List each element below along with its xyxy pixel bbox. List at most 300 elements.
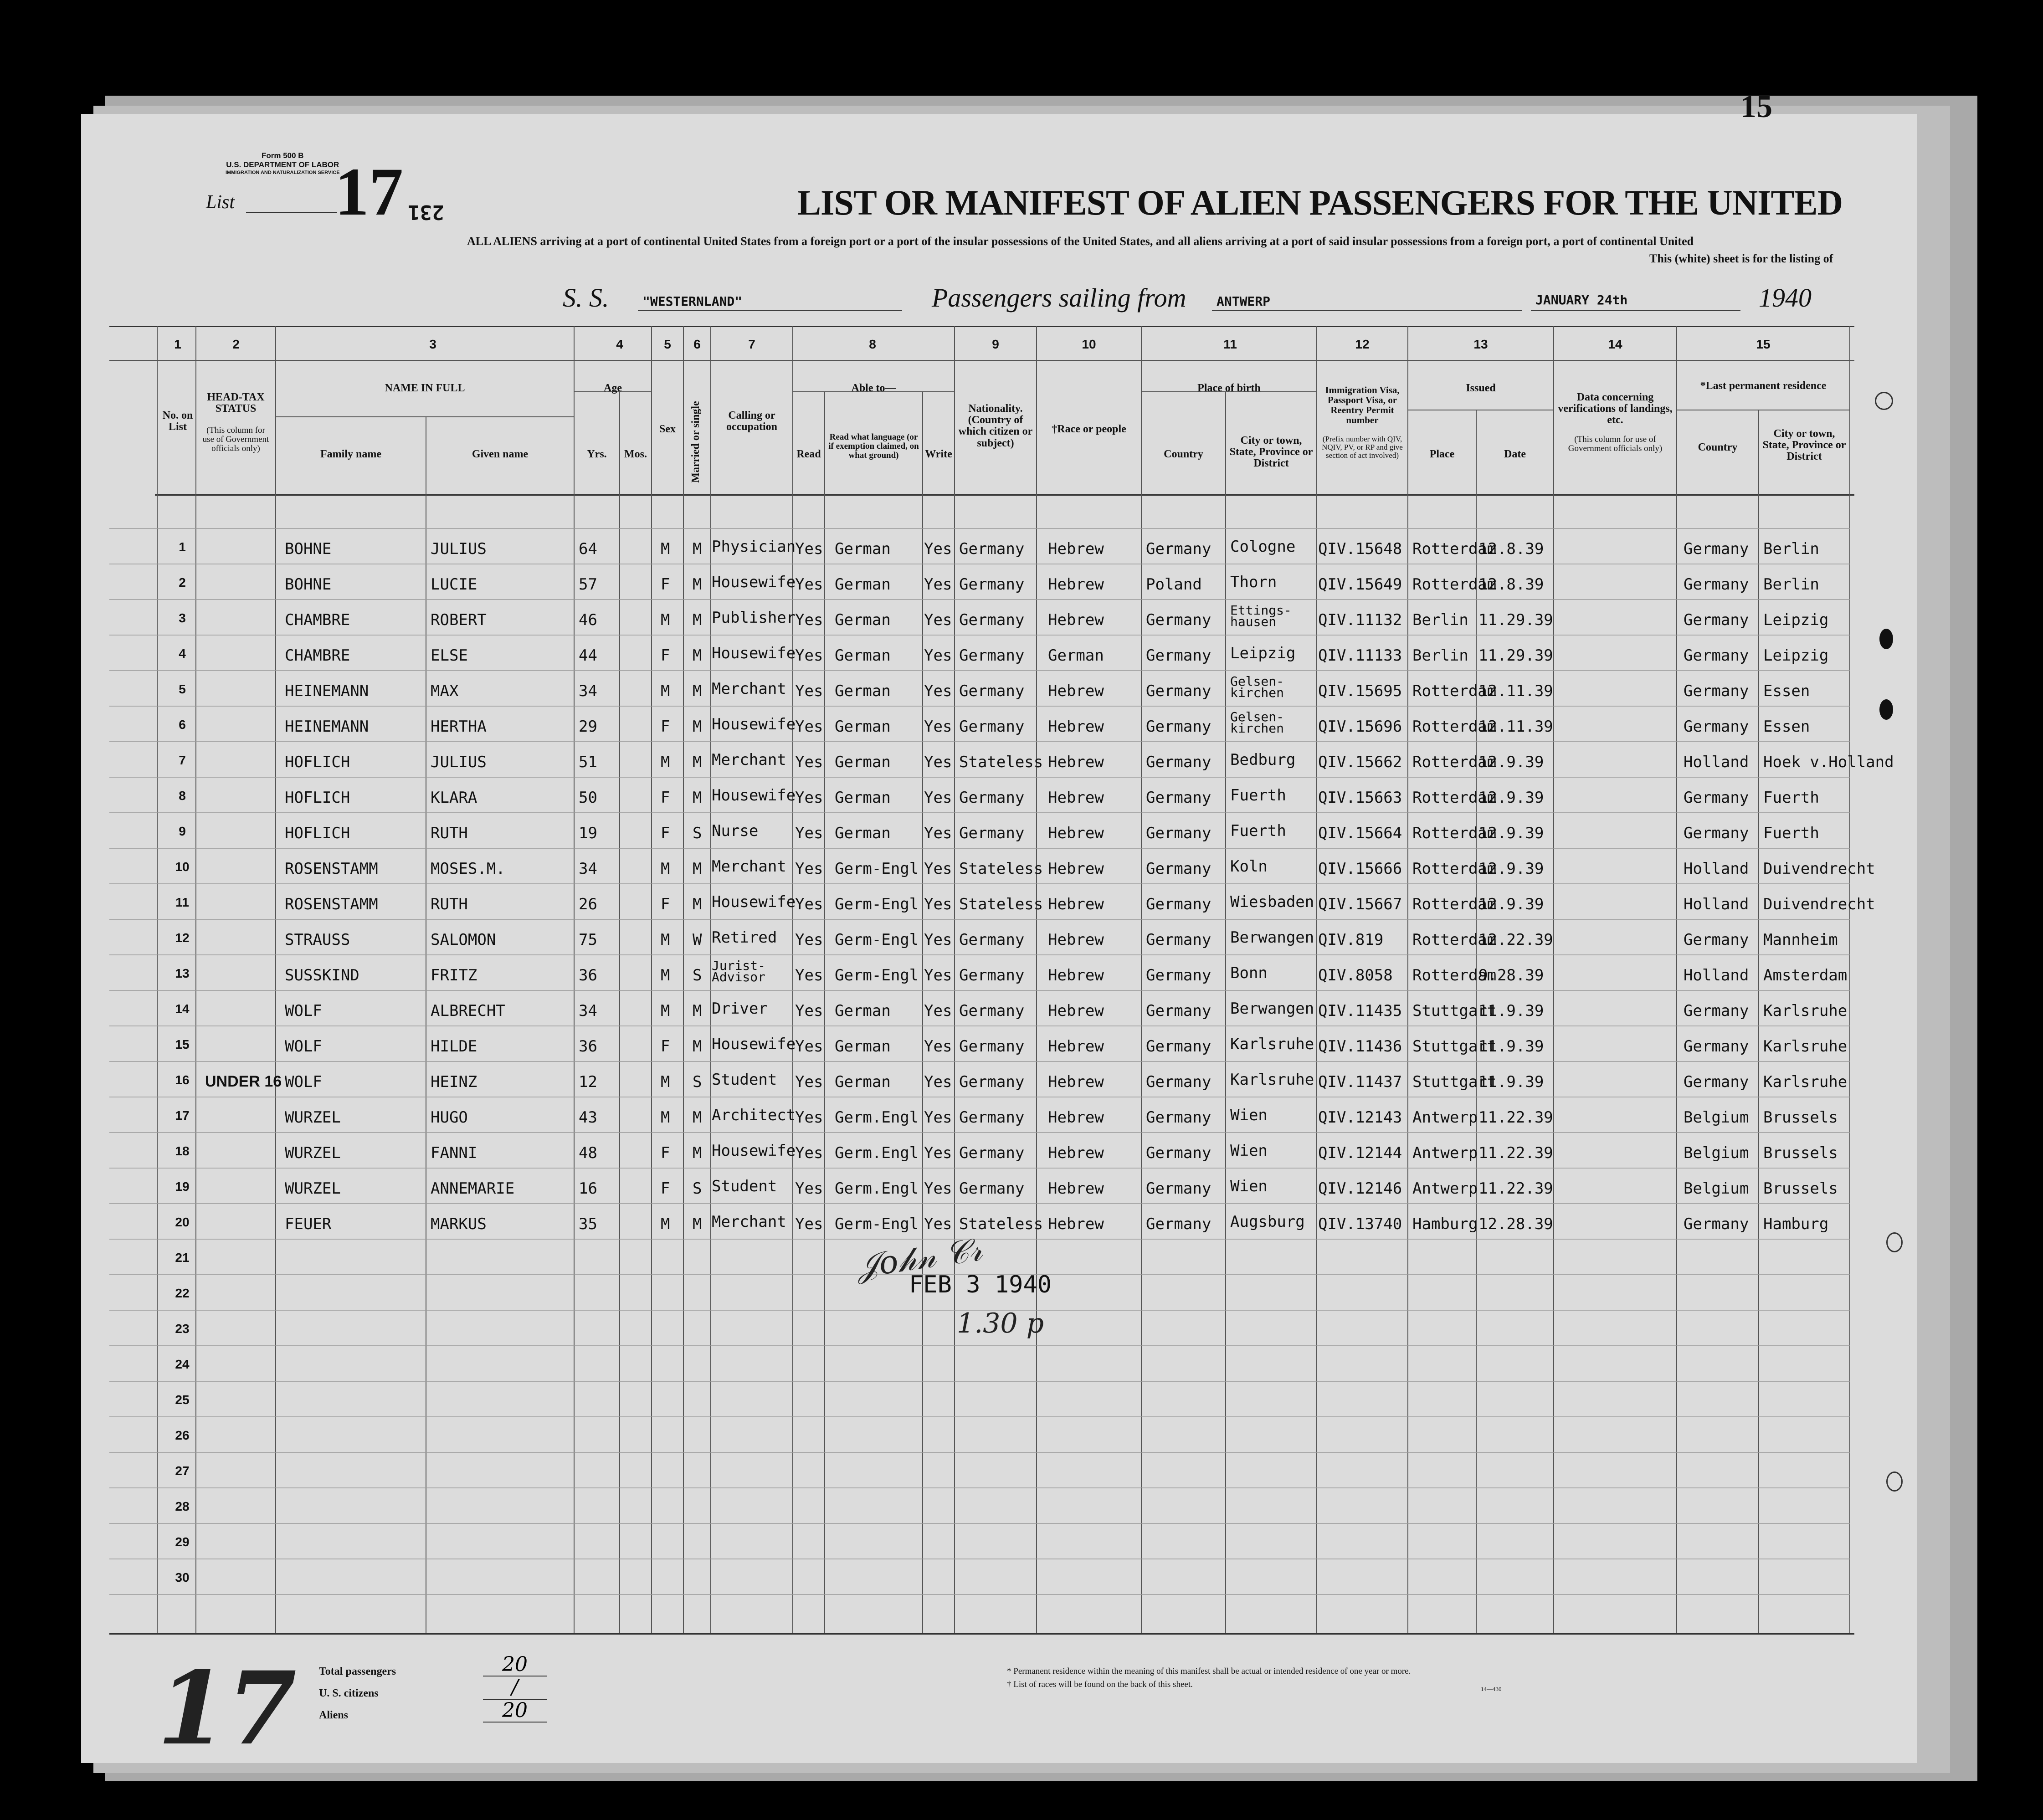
residence-city: Essen [1763,682,1810,700]
can-write: Yes [924,895,952,913]
issued-place: Hamburg [1412,1215,1478,1233]
birth-country: Germany [1146,824,1211,842]
birth-country: Germany [1146,895,1211,913]
residence-city: Fuerth [1763,824,1819,842]
row-number: 7 [179,753,186,767]
residence-city: Mannheim [1763,931,1838,949]
us-citizens-value: / [483,1676,547,1699]
residence-country: Holland [1684,895,1749,913]
nationality: Stateless [959,1215,1043,1233]
read-language: German [835,540,891,558]
issued-date: 12.9.39 [1478,824,1544,842]
birth-city: Berwangen [1230,928,1314,947]
header-mos: Mos. [624,448,647,460]
can-read: Yes [795,895,823,913]
row-number: 20 [175,1215,190,1229]
race: Hebrew [1048,1002,1104,1020]
marital-status: M [693,753,702,771]
sex: M [661,860,670,878]
occupation: Driver [712,1000,768,1018]
visa-number: QIV.15663 [1318,789,1402,807]
birth-country: Germany [1146,860,1211,878]
race: Hebrew [1048,1215,1104,1233]
sex: M [661,611,670,629]
age-years: 36 [579,1037,597,1056]
residence-city: Berlin [1763,575,1819,594]
sex: F [661,1179,670,1198]
visa-number: QIV.12144 [1318,1144,1402,1162]
occupation: Jurist-Advisor [712,958,766,985]
residence-city: Leipzig [1763,646,1829,665]
can-read: Yes [795,931,823,949]
birth-country: Germany [1146,1108,1211,1127]
marital-status: M [693,1144,702,1162]
col-num: 10 [1082,337,1096,351]
age-years: 64 [579,540,597,558]
nationality: Germany [959,718,1025,736]
visa-number: QIV.15664 [1318,824,1402,842]
nationality: Germany [959,966,1025,984]
header-res-city: City or town, State, Province or District [1762,428,1846,463]
sex: M [661,966,670,984]
given-name: FANNI [431,1144,477,1162]
row-number: 24 [175,1357,190,1371]
col-num: 2 [232,337,240,351]
birth-city: Bedburg [1230,751,1296,769]
marital-status: S [693,1073,702,1091]
nationality: Germany [959,1037,1025,1056]
residence-city: Brussels [1763,1179,1838,1198]
issued-date: 12.9.39 [1478,789,1544,807]
read-language: Germ-Engl [835,1215,919,1233]
occupation: Housewife [712,1035,796,1053]
sex: F [661,718,670,736]
birth-country: Germany [1146,753,1211,771]
issued-date: 12.9.39 [1478,753,1544,771]
occupation: Publisher [712,609,796,627]
row-number: 29 [175,1535,190,1549]
read-language: Germ-Engl [835,895,919,913]
issued-date: 11.29.39 [1478,646,1553,665]
read-language: German [835,824,891,842]
header-no-on-list: No. on List [162,410,193,433]
marital-status: S [693,966,702,984]
residence-city: Brussels [1763,1108,1838,1127]
can-write: Yes [924,718,952,736]
family-name: FEUER [285,1215,332,1233]
list-stamp: 231 [408,200,444,224]
issued-place: Antwerp [1412,1179,1478,1198]
form-code: 14—430 [1481,1686,1502,1692]
birth-city: Ettings-hausen [1230,603,1292,630]
birth-city: Cologne [1230,538,1296,556]
can-write: Yes [924,860,952,878]
col-num: 3 [429,337,436,351]
occupation: Retired [712,928,777,947]
read-language: German [835,682,891,700]
aliens-label: Aliens [319,1709,349,1721]
col-num: 6 [693,337,701,351]
birth-city: Wiesbaden [1230,893,1314,911]
race: Hebrew [1048,753,1104,771]
header-last-residence: *Last permanent residence [1700,380,1827,392]
read-language: Germ-Engl [835,860,919,878]
marital-status: M [693,1002,702,1020]
row-number: 16 [175,1073,190,1087]
can-write: Yes [924,575,952,594]
form-number: Form 500 B [261,151,304,160]
age-years: 57 [579,575,597,594]
race: Hebrew [1048,718,1104,736]
race: Hebrew [1048,611,1104,629]
sex: F [661,646,670,665]
birth-city: Koln [1230,857,1268,876]
residence-city: Karlsruhe [1763,1002,1848,1020]
row-number: 5 [179,682,186,696]
row-number: 6 [179,718,186,732]
can-write: Yes [924,1037,952,1056]
marital-status: M [693,895,702,913]
birth-country: Germany [1146,1144,1211,1162]
issued-date: 12.28.39 [1478,1215,1553,1233]
race: Hebrew [1048,1037,1104,1056]
family-name: WURZEL [285,1144,341,1162]
occupation: Housewife [712,893,796,911]
can-write: Yes [924,1179,952,1198]
total-passengers-label: Total passengers [319,1666,396,1677]
can-read: Yes [795,1037,823,1056]
birth-country: Germany [1146,1215,1211,1233]
totals-labels [319,1661,396,1726]
age-years: 50 [579,789,597,807]
col-num: 9 [992,337,999,351]
given-name: LUCIE [431,575,477,594]
residence-country: Germany [1684,646,1749,665]
age-years: 48 [579,1144,597,1162]
issued-date: 11.29.39 [1478,611,1553,629]
family-name: WOLF [285,1073,322,1091]
header-given-name: Given name [472,448,529,460]
row-number: 17 [175,1108,190,1123]
issued-date: 12.8.39 [1478,575,1544,594]
read-language: Germ.Engl [835,1108,919,1127]
aliens-value: 20 [483,1700,547,1723]
sex: F [661,1144,670,1162]
given-name: ALBRECHT [431,1002,505,1020]
age-years: 43 [579,1108,597,1127]
nationality: Germany [959,1073,1025,1091]
header-able-to: Able to— [851,382,896,394]
residence-country: Germany [1684,718,1749,736]
col-num: 5 [664,337,671,351]
residence-city: Amsterdam [1763,966,1848,984]
issued-date: 11.9.39 [1478,1037,1544,1056]
col-num: 4 [616,337,623,351]
age-years: 29 [579,718,597,736]
can-read: Yes [795,753,823,771]
can-read: Yes [795,540,823,558]
sex: M [661,931,670,949]
birth-country: Germany [1146,540,1211,558]
page-subtitle: ALL ALIENS arriving at a port of continental United States from a foreign port or a port of the insular possessions of the United States, and all aliens arriving at a port of said insular possessions from a foreign port, a port of continental United [467,235,1694,248]
can-read: Yes [795,824,823,842]
occupation: Merchant [712,751,786,769]
row-number: 12 [175,931,190,945]
marital-status: M [693,611,702,629]
row-number: 18 [175,1144,190,1158]
nationality: Germany [959,575,1025,594]
visa-number: QIV.15667 [1318,895,1402,913]
footnote-residence: * Permanent residence within the meaning of this manifest shall be actual or intended residence of one year or more. [1007,1666,1411,1676]
sex: F [661,789,670,807]
nationality: Germany [959,1002,1025,1020]
birth-city: Thorn [1230,573,1277,591]
sex: M [661,540,670,558]
can-write: Yes [924,611,952,629]
issued-place: Rotterdam [1412,789,1497,807]
row-number: 25 [175,1393,190,1407]
race: Hebrew [1048,1073,1104,1091]
stamp-note: 1.30 p [957,1307,1044,1339]
residence-country: Germany [1684,1073,1749,1091]
residence-city: Fuerth [1763,789,1819,807]
marital-status: W [693,931,702,949]
binder-hole [1879,629,1893,649]
birth-country: Germany [1146,611,1211,629]
birth-country: Germany [1146,789,1211,807]
age-years: 75 [579,931,597,949]
issued-place: Rotterdam [1412,540,1497,558]
residence-city: Berlin [1763,540,1819,558]
row-number: 2 [179,575,186,590]
header-res-country: Country [1698,441,1738,453]
family-name: BOHNE [285,540,332,558]
row-number: 4 [179,646,186,661]
col-num: 7 [748,337,755,351]
issued-date: 11.9.39 [1478,1002,1544,1020]
can-write: Yes [924,753,952,771]
residence-country: Holland [1684,860,1749,878]
col-num: 13 [1473,337,1488,351]
header-yrs: Yrs. [587,448,607,460]
visa-number: QIV.11437 [1318,1073,1402,1091]
residence-country: Belgium [1684,1179,1749,1198]
race: Hebrew [1048,824,1104,842]
can-read: Yes [795,575,823,594]
header-nationality: Nationality. (Country of which citizen or subject) [958,403,1033,449]
can-read: Yes [795,682,823,700]
residence-country: Germany [1684,682,1749,700]
col-num: 12 [1355,337,1370,351]
residence-country: Germany [1684,824,1749,842]
birth-country: Germany [1146,966,1211,984]
family-name: ROSENSTAMM [285,895,378,913]
age-years: 35 [579,1215,597,1233]
page-subtitle-2: This (white) sheet is for the listing of [1649,252,1833,265]
issued-place: Berlin [1412,611,1468,629]
visa-number: QIV.12146 [1318,1179,1402,1198]
nationality: Stateless [959,895,1043,913]
birth-city: Fuerth [1230,822,1286,840]
nationality: Germany [959,540,1025,558]
visa-number: QIV.15666 [1318,860,1402,878]
row-number: 19 [175,1179,190,1194]
header-calling: Calling or occupation [726,410,777,433]
row-number: 22 [175,1286,190,1300]
given-name: ROBERT [431,611,487,629]
header-read-lang: Read what language (or if exemption claimed, on what ground) [828,432,919,460]
birth-city: Karlsruhe [1230,1035,1314,1053]
can-read: Yes [795,1144,823,1162]
race: Hebrew [1048,1108,1104,1127]
read-language: German [835,646,891,665]
header-data-verif-note: (This column for use of Government officials only) [1568,435,1663,453]
read-language: Germ.Engl [835,1144,919,1162]
header-place-of-birth: Place of birth [1197,382,1261,394]
residence-country: Belgium [1684,1108,1749,1127]
read-language: German [835,753,891,771]
header-visa: Immigration Visa, Passport Visa, or Reentry Permit number [1325,385,1400,426]
race: Hebrew [1048,860,1104,878]
family-name: WOLF [285,1037,322,1056]
header-birth-country: Country [1164,448,1203,460]
header-birth-city: City or town, State, Province or District [1229,435,1313,470]
given-name: ANNEMARIE [431,1179,515,1198]
can-write: Yes [924,931,952,949]
birth-city: Bonn [1230,964,1268,982]
can-read: Yes [795,718,823,736]
birth-city: Gelsen-kirchen [1230,709,1284,736]
issued-place: Rotterdam [1412,895,1497,913]
age-years: 34 [579,682,597,700]
read-language: German [835,575,891,594]
row-number: 30 [175,1570,190,1584]
sex: M [661,753,670,771]
issued-date: 11.22.39 [1478,1144,1553,1162]
header-family-name: Family name [320,448,381,460]
signature-scribble: 𝒥𝑜𝒽𝓃 𝒞𝓇 [854,1230,985,1285]
birth-country: Germany [1146,718,1211,736]
age-years: 26 [579,895,597,913]
nationality: Stateless [959,860,1043,878]
col-num: 11 [1223,337,1237,351]
header-head-tax: HEAD-TAX STATUS [207,391,265,415]
race: Hebrew [1048,1144,1104,1162]
family-name: BOHNE [285,575,332,594]
residence-city: Karlsruhe [1763,1037,1848,1056]
issued-place: Berlin [1412,646,1468,665]
issued-place: Rotterdam [1412,966,1497,984]
can-write: Yes [924,1002,952,1020]
footnote-races: † List of races will be found on the back of this sheet. [1007,1679,1193,1689]
can-read: Yes [795,1002,823,1020]
residence-city: Hamburg [1763,1215,1829,1233]
issued-date: 12.8.39 [1478,540,1544,558]
birth-city: Leipzig [1230,644,1296,662]
family-name: STRAUSS [285,931,350,949]
marital-status: M [693,1215,702,1233]
issued-date: 12.22.39 [1478,931,1553,949]
family-name: CHAMBRE [285,646,350,665]
read-language: German [835,611,891,629]
row-number: 13 [175,966,190,980]
given-name: FRITZ [431,966,477,984]
family-name: CHAMBRE [285,611,350,629]
row-number: 14 [175,1002,190,1016]
nationality: Germany [959,1179,1025,1198]
header-married: Married or single [690,401,702,483]
occupation: Housewife [712,644,796,662]
sex: F [661,1037,670,1056]
header-issued: Issued [1466,382,1496,394]
binder-hole [1875,392,1893,410]
given-name: JULIUS [431,753,487,771]
age-years: 12 [579,1073,597,1091]
race: German [1048,646,1104,665]
given-name: HEINZ [431,1073,477,1091]
read-language: German [835,1002,891,1020]
residence-country: Holland [1684,753,1749,771]
can-write: Yes [924,824,952,842]
sex: M [661,1073,670,1091]
marital-status: S [693,1179,702,1198]
family-name: ROSENSTAMM [285,860,378,878]
issued-place: Stuttgart [1412,1002,1497,1020]
given-name: HERTHA [431,718,487,736]
occupation: Merchant [712,1213,786,1231]
issued-date: 12.11.39 [1478,718,1553,736]
birth-country: Germany [1146,1002,1211,1020]
residence-country: Germany [1684,575,1749,594]
issued-date: 11.9.39 [1478,1073,1544,1091]
given-name: ELSE [431,646,468,665]
residence-city: Essen [1763,718,1810,736]
issued-place: Rotterdam [1412,682,1497,700]
ship-name: "WESTERNLAND" [642,294,743,309]
family-name: WURZEL [285,1179,341,1198]
row-number: 27 [175,1464,190,1478]
marital-status: M [693,575,702,594]
residence-country: Germany [1684,540,1749,558]
visa-number: QIV.11132 [1318,611,1402,629]
residence-city: Karlsruhe [1763,1073,1848,1091]
sex: M [661,1002,670,1020]
can-read: Yes [795,611,823,629]
age-years: 44 [579,646,597,665]
birth-country: Germany [1146,1179,1211,1198]
issued-date: 12.11.39 [1478,682,1553,700]
marital-status: M [693,860,702,878]
occupation: Student [712,1071,777,1089]
col-num: 15 [1756,337,1771,351]
visa-number: QIV.15696 [1318,718,1402,736]
given-name: KLARA [431,789,477,807]
sex: F [661,824,670,842]
family-name: HOFLICH [285,753,350,771]
can-read: Yes [795,646,823,665]
occupation: Merchant [712,857,786,876]
race: Hebrew [1048,540,1104,558]
can-write: Yes [924,540,952,558]
visa-number: QIV.11436 [1318,1037,1402,1056]
given-name: RUTH [431,824,468,842]
issued-date: 12.9.39 [1478,895,1544,913]
nationality: Germany [959,1108,1025,1127]
family-name: WURZEL [285,1108,341,1127]
col-num: 8 [869,337,876,351]
given-name: MARKUS [431,1215,487,1233]
occupation: Student [712,1177,777,1195]
